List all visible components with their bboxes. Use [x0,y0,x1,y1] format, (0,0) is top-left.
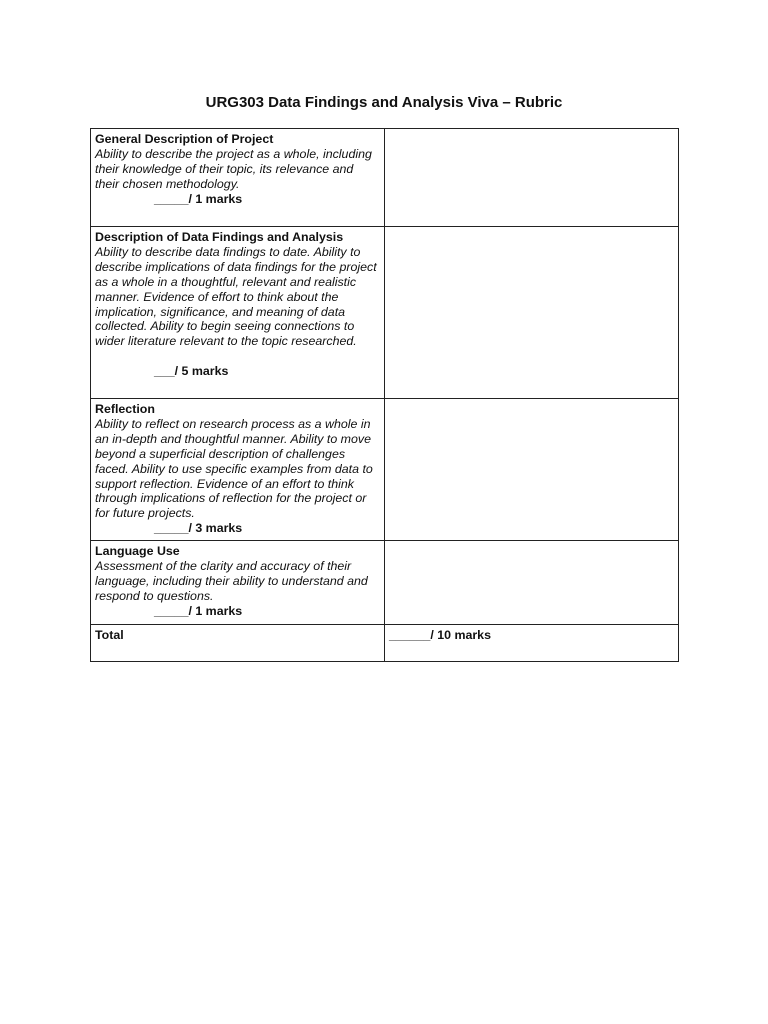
criterion-marks: _____/ 1 marks [154,191,243,206]
criterion-marks: ___/ 5 marks [154,364,229,379]
rubric-row [91,541,679,625]
comment-cell [385,399,679,541]
criterion-description: Ability to describe data findings to date. Ability to describe implications of data findings for the project as a whole in a thoughtful, relevant and realistic manner. Evidence of effort to think about the implication, significance, and meaning of data collected. Ability to begin seeing connections to wider literature relevant to the topic researched. [95,244,377,349]
total-marks-cell [385,625,679,662]
criterion-description: Ability to describe the project as a whole, including their knowledge of their topic, its relevance and their chosen methodology. [95,146,372,191]
total-row [91,625,679,662]
total-label: Total [95,628,124,643]
criterion-description: Assessment of the clarity and accuracy of their language, including their ability to understand and respond to questions. [95,559,368,603]
criterion-cell [91,227,385,399]
criterion-marks: _____/ 1 marks [154,603,243,618]
comment-cell [385,227,679,399]
rubric-row [91,129,679,227]
criterion-name: General Description of Project [95,132,274,146]
comment-cell [385,541,679,625]
total-marks: ______/ 10 marks [389,628,491,643]
criterion-cell [91,399,385,541]
rubric-table [90,128,679,662]
criterion-name: Description of Data Findings and Analysis [95,230,344,244]
criterion-name: Reflection [95,402,155,416]
criterion-name: Language Use [95,544,180,559]
comment-cell [385,129,679,227]
criterion-cell [91,129,385,227]
criterion-marks: _____/ 3 marks [154,521,243,536]
rubric-row [91,399,679,541]
document-title: URG303 Data Findings and Analysis Viva – Rubric [205,94,563,111]
criterion-description: Ability to reflect on research process as a whole in an in-depth and thoughtful manner. Ability to move beyond a superficial description of challenges faced. Ability to use specific examples from data to support reflection. Evidence of an effort to think through implications of reflection for the project or for future projects. [95,416,373,521]
total-label-cell [91,625,385,662]
criterion-cell [91,541,385,625]
rubric-row [91,227,679,399]
